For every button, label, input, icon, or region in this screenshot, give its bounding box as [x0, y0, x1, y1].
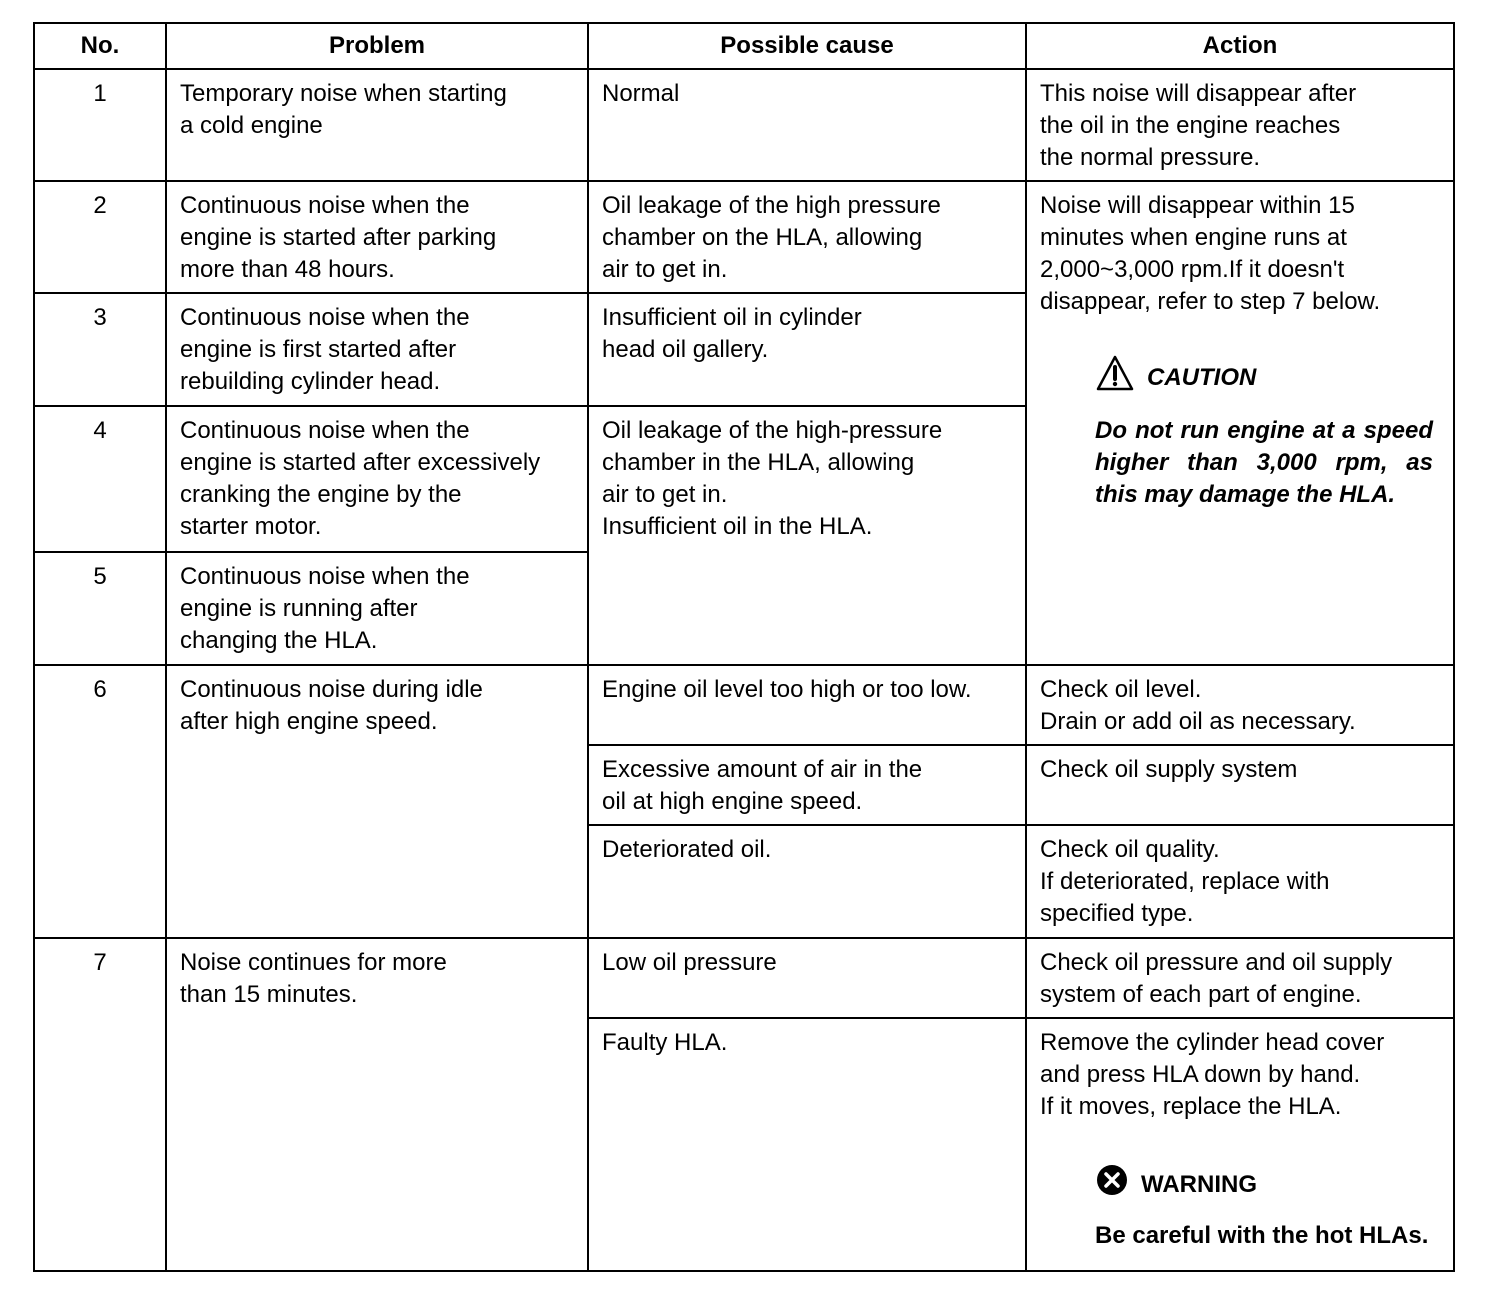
warning-x-circle-icon [1095, 1163, 1129, 1206]
row-number: 2 [34, 181, 166, 293]
problem-text: Noise continues for more than 15 minutes. [180, 949, 447, 1008]
row-number: 5 [34, 552, 166, 665]
action-text: This noise will disappear after the oil in the engine reaches the normal pressure. [1040, 80, 1357, 171]
warning-notice [1095, 1163, 1433, 1252]
action-cell [1026, 69, 1454, 181]
warning-text: Be careful with the hot HLAs. [1095, 1222, 1429, 1249]
cause-text: Oil leakage of the high-pressure chamber in the HLA, allowing air to get in. Insufficient oil in the HLA. [602, 417, 943, 540]
problem-cell [166, 406, 588, 552]
cause-text: Deteriorated oil. [602, 836, 772, 863]
action-text: Check oil level. Drain or add oil as necessary. [1040, 676, 1356, 735]
cause-cell [588, 745, 1026, 825]
cause-cell [588, 938, 1026, 1018]
header-action: Action [1026, 23, 1454, 69]
header-no: No. [34, 23, 166, 69]
caution-notice [1095, 354, 1433, 511]
header-problem: Problem [166, 23, 588, 69]
row-number: 6 [34, 665, 166, 938]
cause-text: Excessive amount of air in the oil at high engine speed. [602, 756, 923, 815]
troubleshooting-table [33, 22, 1455, 1272]
row-number: 4 [34, 406, 166, 552]
problem-cell [166, 938, 588, 1271]
action-cell [1026, 745, 1454, 825]
problem-text: Continuous noise when the engine is first started after rebuilding cylinder head. [180, 304, 470, 395]
cause-text: Oil leakage of the high pressure chamber on the HLA, allowing air to get in. [602, 192, 941, 283]
cause-cell [588, 825, 1026, 938]
problem-cell [166, 181, 588, 293]
cause-cell [588, 406, 1026, 665]
action-cell [1026, 1018, 1454, 1271]
action-cell [1026, 825, 1454, 938]
table-row [34, 69, 1454, 181]
table-row [34, 181, 1454, 293]
cause-cell [588, 69, 1026, 181]
cause-text: Insufficient oil in cylinder head oil gallery. [602, 304, 862, 363]
row-number: 1 [34, 69, 166, 181]
warning-header [1095, 1163, 1433, 1206]
problem-cell [166, 665, 588, 938]
table-row [34, 938, 1454, 1018]
caution-header [1095, 354, 1433, 401]
problem-text: Continuous noise when the engine is started after excessively cranking the engine by the starter motor. [180, 417, 541, 540]
row-number: 7 [34, 938, 166, 1271]
cause-cell [588, 181, 1026, 293]
problem-text: Temporary noise when starting a cold engine [180, 80, 507, 139]
caution-triangle-icon [1095, 354, 1135, 401]
action-text: Check oil quality. If deteriorated, replace with specified type. [1040, 836, 1330, 927]
table-row [34, 665, 1454, 745]
cause-text: Normal [602, 80, 680, 107]
action-cell [1026, 665, 1454, 745]
problem-cell [166, 69, 588, 181]
row-number: 3 [34, 293, 166, 406]
header-row [34, 23, 1454, 69]
cause-cell [588, 1018, 1026, 1271]
cause-text: Engine oil level too high or too low. [602, 676, 972, 703]
problem-text: Continuous noise when the engine is running after changing the HLA. [180, 563, 470, 654]
action-text: Noise will disappear within 15 minutes when engine runs at 2,000~3,000 rpm.If it doesn't disappear, refer to step 7 below. [1040, 192, 1381, 315]
problem-cell [166, 552, 588, 665]
problem-text: Continuous noise when the engine is started after parking more than 48 hours. [180, 192, 497, 283]
problem-text: Continuous noise during idle after high engine speed. [180, 676, 483, 735]
action-text: Check oil supply system [1040, 756, 1298, 783]
action-text: Check oil pressure and oil supply system of each part of engine. [1040, 949, 1393, 1008]
action-text: Remove the cylinder head cover and press HLA down by hand. If it moves, replace the HLA. [1040, 1029, 1385, 1120]
cause-cell [588, 293, 1026, 406]
cause-text: Low oil pressure [602, 949, 777, 976]
warning-label: WARNING [1141, 1170, 1257, 1198]
action-cell-shared [1026, 181, 1454, 665]
caution-text: Do not run engine at a speed higher than 3,000 rpm, as this may damage the HLA. [1095, 417, 1433, 508]
action-cell [1026, 938, 1454, 1018]
cause-text: Faulty HLA. [602, 1029, 728, 1056]
cause-cell [588, 665, 1026, 745]
caution-label: CAUTION [1147, 363, 1257, 391]
header-cause: Possible cause [588, 23, 1026, 69]
problem-cell [166, 293, 588, 406]
